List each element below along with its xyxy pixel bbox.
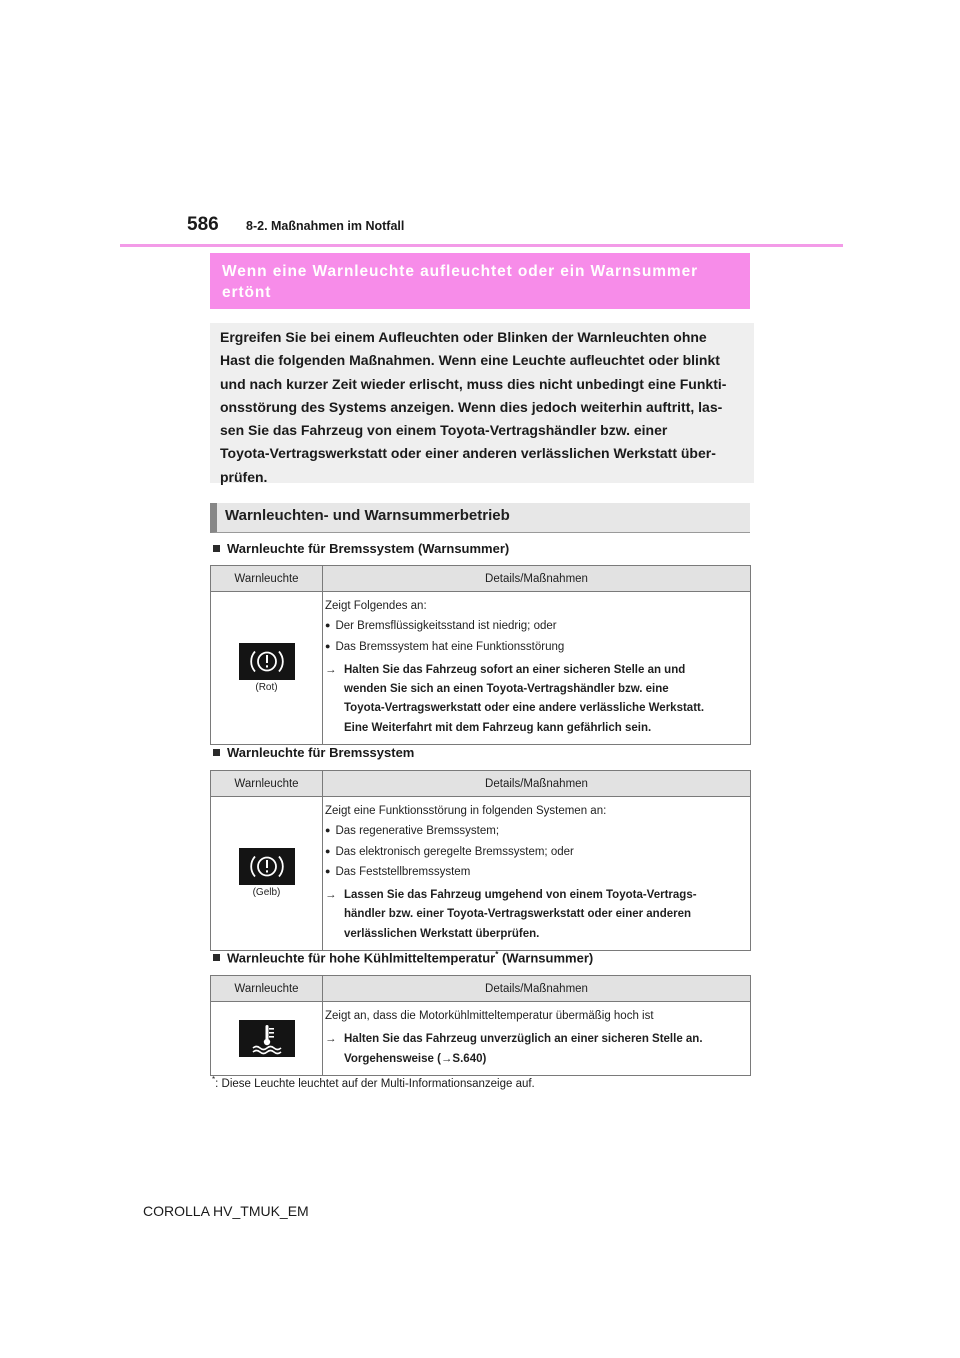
action-line: Vorgehensweise (→S.640) (344, 1052, 487, 1065)
icon-cell (211, 797, 323, 951)
square-bullet-icon (213, 749, 220, 756)
arrow-icon: → (325, 889, 337, 902)
icon-cell (211, 1002, 323, 1076)
block-title-suffix: (Warnsummer) (498, 950, 594, 966)
subsection-title: Warnleuchten- und Warnsummerbetrieb (225, 507, 510, 524)
details-cell (323, 797, 751, 951)
details-cell (323, 592, 751, 745)
bullet-item: ● Das Feststellbremssystem (325, 862, 746, 882)
action-line: händler bzw. einer Toyota-Vertragswerkstatt oder einer anderen (344, 908, 692, 921)
action-line: wenden Sie sich an einen Toyota-Vertragshändler bzw. eine (344, 683, 669, 696)
square-bullet-icon (213, 545, 220, 552)
block-title-text: Warnleuchte für hohe Kühlmitteltemperatur (227, 950, 496, 966)
action-line: Toyota-Vertragswerkstatt oder eine andere verlässliche Werkstatt. (344, 702, 705, 715)
icon-caption: (Gelb) (252, 887, 281, 899)
warning-table-brake-buzzer (210, 565, 751, 745)
bullet-item: ● Das elektronisch geregelte Bremssystem; oder (325, 842, 746, 862)
action-line: Lassen Sie das Fahrzeug umgehend von einem Toyota-Vertrags- (344, 889, 697, 902)
coolant-temperature-icon (239, 1020, 295, 1057)
action-line: verlässlichen Werkstatt überprüfen. (344, 927, 540, 940)
bullet-item: ● Das regenerative Bremssystem; (325, 821, 746, 841)
column-header-details: Details/Maßnahmen (323, 976, 751, 1002)
column-header-details: Details/Maßnahmen (323, 771, 751, 797)
brake-warning-icon (239, 848, 295, 885)
warning-banner (210, 253, 750, 309)
block-title-text: Warnleuchte für Bremssystem (227, 745, 415, 760)
warning-table-coolant (210, 975, 751, 1076)
intro-line: prüfen. (220, 468, 268, 485)
arrow-icon: → (325, 1033, 337, 1046)
action-text (325, 886, 746, 944)
intro-line: Hast die folgenden Maßnahmen. Wenn eine Leuchte aufleuchtet oder blinkt (220, 352, 720, 369)
column-header-warning-light: Warnleuchte (211, 566, 323, 592)
bullet-item: ● Das Bremssystem hat eine Funktionsstörung (325, 637, 746, 657)
arrow-icon: → (325, 663, 337, 676)
column-header-details: Details/Maßnahmen (323, 566, 751, 592)
intro-line: Toyota-Vertragswerkstatt oder einer anderen verlässlichen Werkstatt über- (220, 445, 716, 462)
intro-line: sen Sie das Fahrzeug von einem Toyota-Vertragshändler bzw. einer (220, 422, 668, 439)
footnote-marker: * (495, 950, 499, 959)
intro-line: Ergreifen Sie bei einem Aufleuchten oder Blinken der Warnleuchten ohne (220, 329, 707, 345)
column-header-warning-light: Warnleuchte (211, 976, 323, 1002)
block-title-brake (213, 745, 414, 760)
footer-model-code: COROLLA HV_TMUK_EM (143, 1203, 309, 1219)
action-line: Halten Sie das Fahrzeug sofort an einer sicheren Stelle an und (344, 663, 686, 676)
banner-title-line-2: ertönt (222, 284, 272, 301)
intro-line: onsstörung des Systems anzeigen. Wenn dies jedoch weiterhin auftritt, las- (220, 398, 723, 415)
action-line: Halten Sie das Fahrzeug unverzüglich an einer sicheren Stelle an. (344, 1033, 703, 1046)
details-intro: Zeigt Folgendes an: (325, 600, 427, 612)
footnote-marker: * (212, 1075, 216, 1084)
square-bullet-icon (213, 954, 220, 961)
brake-warning-icon (239, 643, 295, 680)
subsection-header (210, 503, 750, 533)
footnote (212, 1075, 535, 1090)
block-title-brake-buzzer (213, 541, 509, 556)
section-label: 8-2. Maßnahmen im Notfall (246, 219, 405, 233)
banner-title-line-1: Wenn eine Warnleuchte aufleuchtet oder ein Warnsummer (222, 263, 699, 280)
warning-table-brake (210, 770, 751, 951)
details-intro: Zeigt eine Funktionsstörung in folgenden Systemen an: (325, 805, 607, 817)
header-rule (120, 244, 843, 247)
intro-box (210, 323, 754, 483)
block-title-coolant (213, 950, 593, 965)
intro-line: und nach kurzer Zeit wieder erlischt, muss dies nicht unbedingt eine Funkti- (220, 375, 727, 392)
bullet-item: ● Der Bremsflüssigkeitsstand ist niedrig; oder (325, 616, 746, 636)
footnote-text: : Diese Leuchte leuchtet auf der Multi-Informationsanzeige auf. (215, 1077, 535, 1090)
details-cell (323, 1002, 751, 1076)
action-line: Eine Weiterfahrt mit dem Fahrzeug kann gefährlich sein. (344, 721, 652, 734)
page-number: 586 (187, 214, 219, 235)
details-intro: Zeigt an, dass die Motorkühlmitteltemperatur übermäßig hoch ist (325, 1010, 654, 1022)
column-header-warning-light: Warnleuchte (211, 771, 323, 797)
icon-cell (211, 592, 323, 745)
block-title-text: Warnleuchte für Bremssystem (Warnsummer) (227, 541, 510, 556)
action-text (325, 1030, 746, 1069)
icon-caption: (Rot) (255, 681, 278, 693)
action-text (325, 661, 746, 738)
